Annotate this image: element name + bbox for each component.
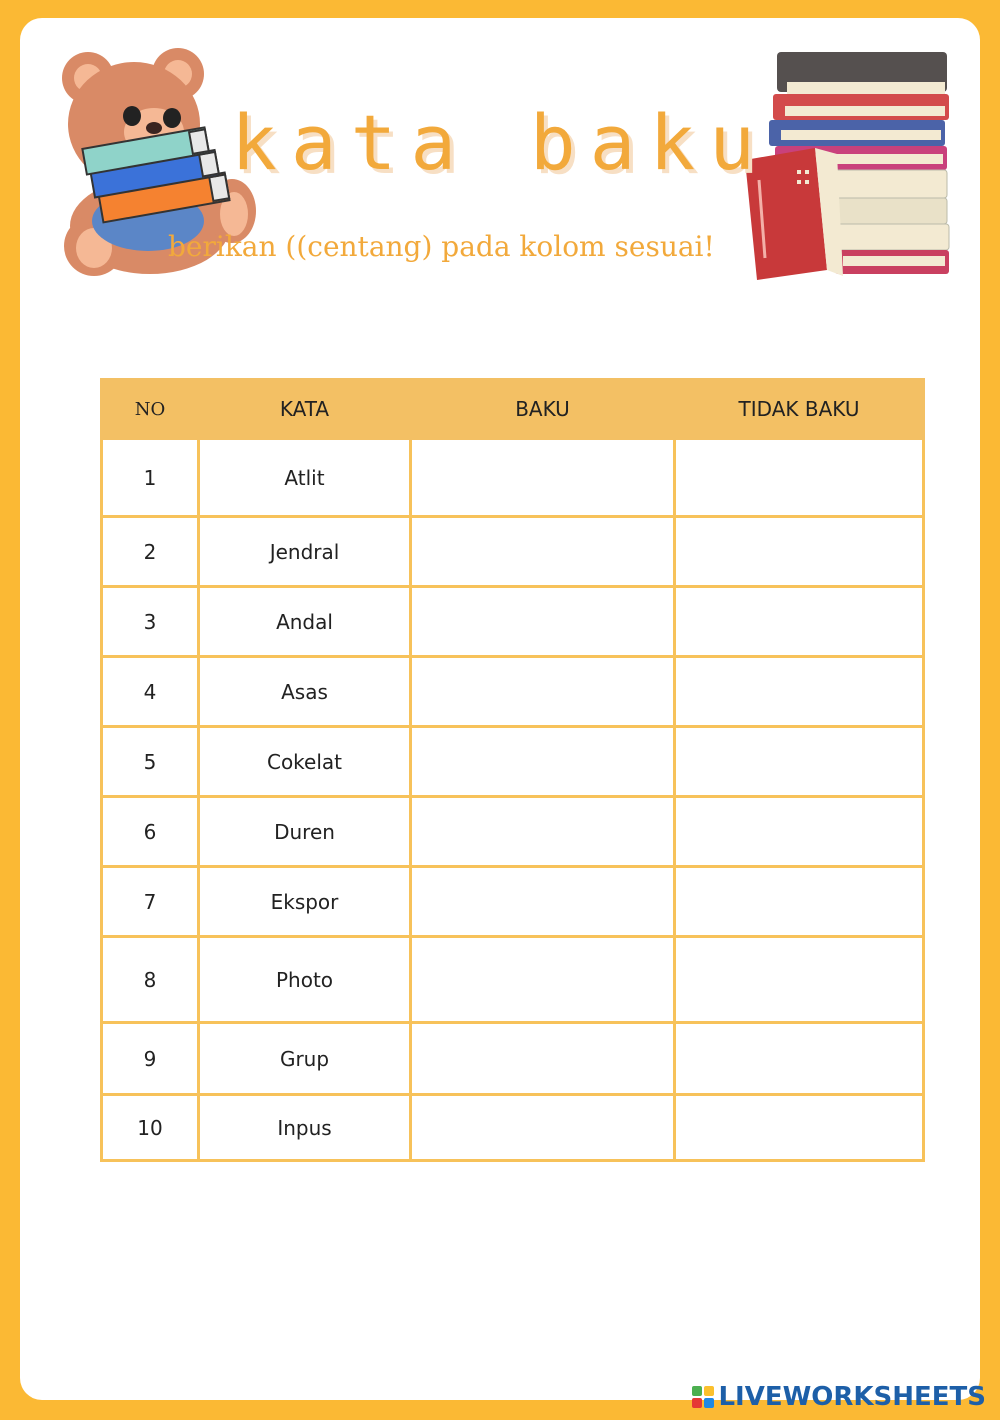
- row-number: 2: [102, 517, 199, 587]
- table-header-row: [102, 380, 924, 439]
- table-row: [102, 937, 924, 1023]
- table-row: [102, 797, 924, 867]
- baku-check-cell[interactable]: [411, 587, 675, 657]
- row-number: 4: [102, 657, 199, 727]
- tidak-baku-check-cell[interactable]: [675, 517, 924, 587]
- row-number: 9: [102, 1023, 199, 1095]
- row-word: Asas: [199, 657, 411, 727]
- page-title: kata baku: [231, 98, 769, 187]
- row-number: 5: [102, 727, 199, 797]
- row-word: Cokelat: [199, 727, 411, 797]
- baku-check-cell[interactable]: [411, 439, 675, 517]
- liveworksheets-logo[interactable]: [692, 1380, 986, 1414]
- row-word: Duren: [199, 797, 411, 867]
- row-number: 8: [102, 937, 199, 1023]
- baku-check-cell[interactable]: [411, 1023, 675, 1095]
- table-row: [102, 517, 924, 587]
- table-row: [102, 1095, 924, 1161]
- row-word: Grup: [199, 1023, 411, 1095]
- row-number: 6: [102, 797, 199, 867]
- tidak-baku-check-cell[interactable]: [675, 587, 924, 657]
- tidak-baku-check-cell[interactable]: [675, 439, 924, 517]
- baku-check-cell[interactable]: [411, 517, 675, 587]
- header-baku: BAKU: [411, 380, 675, 439]
- header-no: NO: [102, 380, 199, 439]
- baku-check-cell[interactable]: [411, 727, 675, 797]
- table-row: [102, 587, 924, 657]
- table-row: [102, 727, 924, 797]
- row-number: 10: [102, 1095, 199, 1161]
- row-word: Atlit: [199, 439, 411, 517]
- baku-check-cell[interactable]: [411, 1095, 675, 1161]
- instruction-text: berikan ((centang) pada kolom sesuai!: [168, 230, 715, 263]
- logo-text: LIVEWORKSHEETS: [718, 1382, 986, 1412]
- tidak-baku-check-cell[interactable]: [675, 1095, 924, 1161]
- tidak-baku-check-cell[interactable]: [675, 797, 924, 867]
- tidak-baku-check-cell[interactable]: [675, 867, 924, 937]
- row-word: Ekspor: [199, 867, 411, 937]
- tidak-baku-check-cell[interactable]: [675, 937, 924, 1023]
- tidak-baku-check-cell[interactable]: [675, 1023, 924, 1095]
- baku-check-cell[interactable]: [411, 937, 675, 1023]
- row-word: Andal: [199, 587, 411, 657]
- baku-check-cell[interactable]: [411, 657, 675, 727]
- row-number: 3: [102, 587, 199, 657]
- table-row: [102, 439, 924, 517]
- word-table: [100, 378, 925, 1162]
- header-kata: KATA: [199, 380, 411, 439]
- worksheet-page: [20, 18, 980, 1400]
- tidak-baku-check-cell[interactable]: [675, 657, 924, 727]
- row-word: Inpus: [199, 1095, 411, 1161]
- table-row: [102, 1023, 924, 1095]
- row-word: Jendral: [199, 517, 411, 587]
- row-number: 1: [102, 439, 199, 517]
- baku-check-cell[interactable]: [411, 797, 675, 867]
- liveworksheets-logo-icon: [692, 1386, 714, 1408]
- header-tidak-baku: TIDAK BAKU: [675, 380, 924, 439]
- table-row: [102, 867, 924, 937]
- tidak-baku-check-cell[interactable]: [675, 727, 924, 797]
- baku-check-cell[interactable]: [411, 867, 675, 937]
- row-word: Photo: [199, 937, 411, 1023]
- row-number: 7: [102, 867, 199, 937]
- table-row: [102, 657, 924, 727]
